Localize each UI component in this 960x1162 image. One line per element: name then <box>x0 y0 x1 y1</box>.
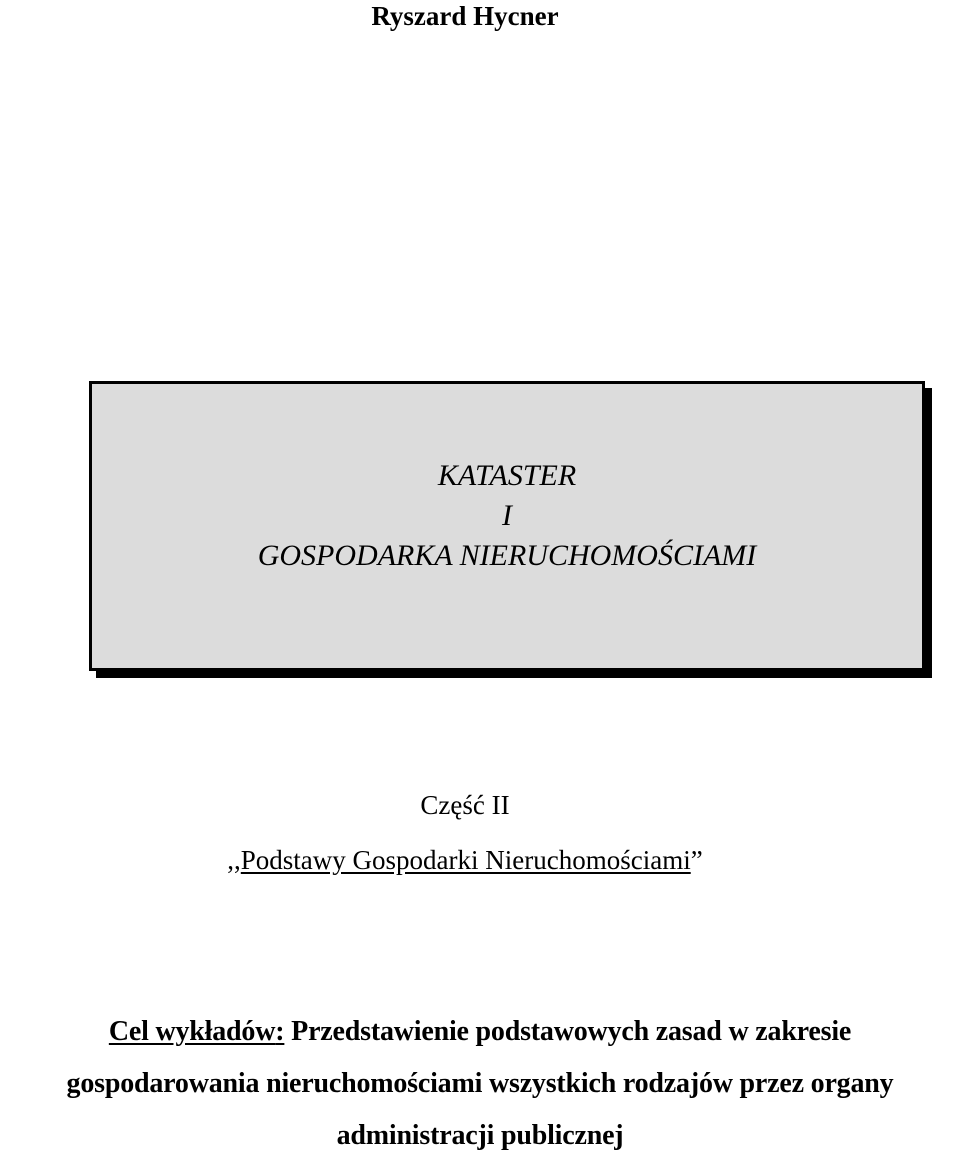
title-line-kataster: KATASTER <box>437 459 577 492</box>
open-quote: ,, <box>227 845 241 875</box>
aim-label: Cel wykładów <box>108 1016 276 1047</box>
aim-line-1-text: Przedstawienie podstawowych zasad w zakresie <box>284 1016 852 1047</box>
lecture-aim <box>0 1006 960 1162</box>
aim-separator: : <box>275 1016 285 1047</box>
close-quote: ” <box>690 845 703 875</box>
title-lines <box>92 456 922 576</box>
title-line-gospodarka: GOSPODARKA NIERUCHOMOŚCIAMI <box>257 539 757 572</box>
title-line-conjunction: I <box>502 499 512 532</box>
part-subtitle <box>0 842 930 878</box>
aim-line-1 <box>0 1006 960 1058</box>
aim-line-3: administracji publicznej <box>336 1120 624 1151</box>
aim-line-2: gospodarowania nieruchomościami wszystkich rodzajów przez organy <box>66 1068 894 1099</box>
part-subtitle-text: Podstawy Gospodarki Nieruchomościami <box>240 845 691 875</box>
part-heading: Część II <box>420 790 510 820</box>
author-name: Ryszard Hycner <box>371 1 559 31</box>
title-box <box>89 381 925 671</box>
